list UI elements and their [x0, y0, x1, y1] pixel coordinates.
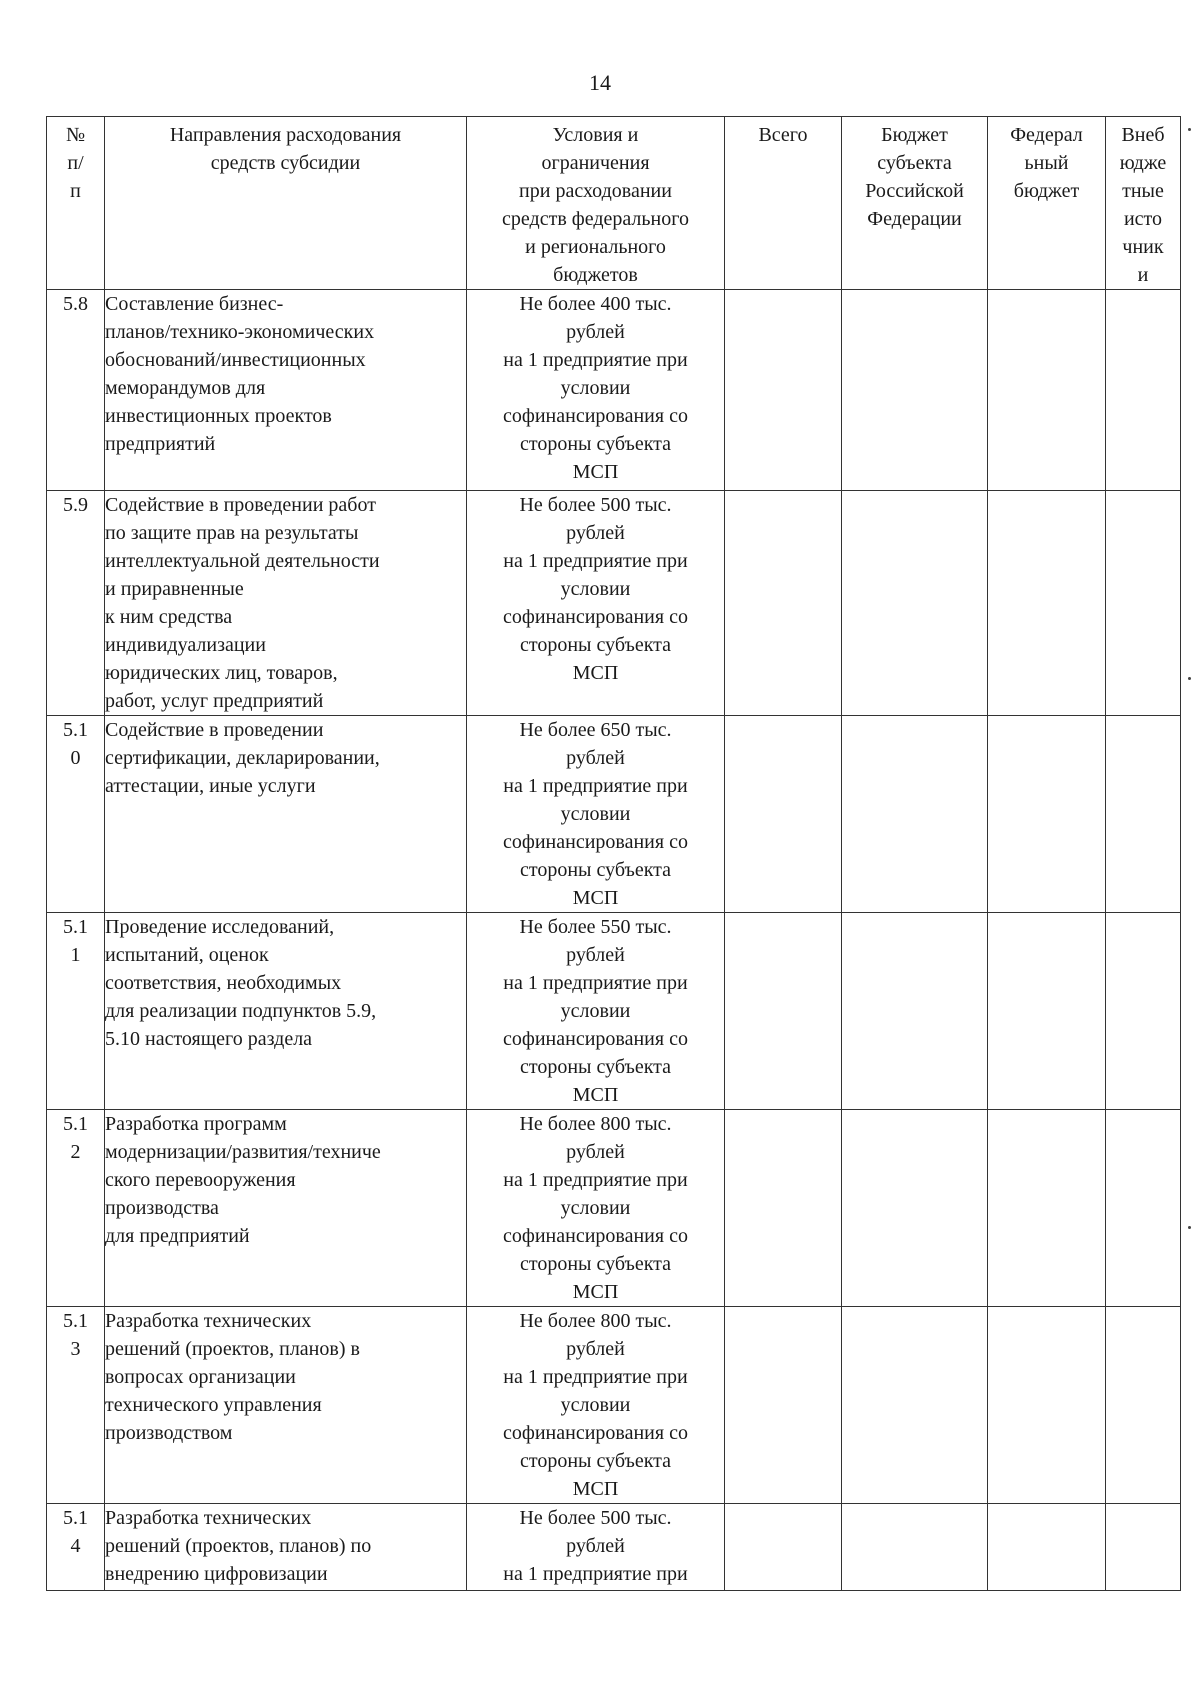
row-direction: Проведение исследований, испытаний, оценок соответствия, необходимых для реализации подпунктов 5.9, 5.10 настоящего раздела	[105, 913, 467, 1110]
row-federal-cell	[988, 1504, 1106, 1591]
header-federal-budget: Федерал ьный бюджет	[988, 117, 1106, 290]
row-conditions: Не более 800 тыс. рублей на 1 предприятие при условии софинансирования со стороны субъекта МСП	[467, 1110, 725, 1307]
row-number: 5.1 3	[47, 1307, 105, 1504]
row-regional-cell	[842, 491, 988, 716]
header-direction: Направления расходования средств субсидии	[105, 117, 467, 290]
row-total-cell	[725, 1504, 842, 1591]
row-direction: Разработка технических решений (проектов, планов) по внедрению цифровизации	[105, 1504, 467, 1591]
row-direction: Разработка технических решений (проектов, планов) в вопросах организации технического управления производством	[105, 1307, 467, 1504]
row-direction: Разработка программ модернизации/развития/техниче ского перевооружения производства для предприятий	[105, 1110, 467, 1307]
row-federal-cell	[988, 290, 1106, 491]
row-number: 5.1 1	[47, 913, 105, 1110]
scan-speck	[1188, 677, 1191, 680]
header-regional-budget: Бюджет субъекта Российской Федерации	[842, 117, 988, 290]
row-total-cell	[725, 1110, 842, 1307]
row-extra-cell	[1106, 716, 1181, 913]
row-direction: Содействие в проведении работ по защите прав на результаты интеллектуальной деятельности и приравненные к ним средства индивидуализации юридических лиц, товаров, работ, услуг предприятий	[105, 491, 467, 716]
row-total-cell	[725, 716, 842, 913]
table-row	[47, 1307, 1181, 1504]
row-total-cell	[725, 491, 842, 716]
row-conditions: Не более 400 тыс. рублей на 1 предприятие при условии софинансирования со стороны субъекта МСП	[467, 290, 725, 491]
row-conditions: Не более 550 тыс. рублей на 1 предприятие при условии софинансирования со стороны субъекта МСП	[467, 913, 725, 1110]
row-conditions: Не более 500 тыс. рублей на 1 предприятие при условии софинансирования со стороны субъекта МСП	[467, 491, 725, 716]
scan-speck	[1188, 1226, 1191, 1229]
row-regional-cell	[842, 1504, 988, 1591]
table-row	[47, 716, 1181, 913]
page-number: 14	[589, 70, 611, 95]
row-regional-cell	[842, 1307, 988, 1504]
row-number: 5.9	[47, 491, 105, 716]
scan-speck	[1188, 128, 1191, 131]
row-federal-cell	[988, 913, 1106, 1110]
table-row	[47, 1504, 1181, 1591]
row-direction: Содействие в проведении сертификации, декларировании, аттестации, иные услуги	[105, 716, 467, 913]
row-number: 5.1 0	[47, 716, 105, 913]
table-row	[47, 913, 1181, 1110]
table-header-row	[47, 117, 1181, 290]
row-total-cell	[725, 1307, 842, 1504]
row-number: 5.1 4	[47, 1504, 105, 1591]
header-extra-budget: Внеб юдже тные исто чник и	[1106, 117, 1181, 290]
row-extra-cell	[1106, 290, 1181, 491]
row-federal-cell	[988, 1307, 1106, 1504]
header-number: № п/ п	[47, 117, 105, 290]
row-federal-cell	[988, 491, 1106, 716]
row-extra-cell	[1106, 913, 1181, 1110]
row-total-cell	[725, 290, 842, 491]
row-total-cell	[725, 913, 842, 1110]
row-extra-cell	[1106, 1110, 1181, 1307]
table-row	[47, 491, 1181, 716]
row-number: 5.8	[47, 290, 105, 491]
row-regional-cell	[842, 716, 988, 913]
row-extra-cell	[1106, 491, 1181, 716]
row-federal-cell	[988, 1110, 1106, 1307]
row-number: 5.1 2	[47, 1110, 105, 1307]
row-conditions: Не более 500 тыс. рублей на 1 предприятие при	[467, 1504, 725, 1591]
table-row	[47, 1110, 1181, 1307]
row-conditions: Не более 800 тыс. рублей на 1 предприятие при условии софинансирования со стороны субъекта МСП	[467, 1307, 725, 1504]
table-row	[47, 290, 1181, 491]
row-extra-cell	[1106, 1504, 1181, 1591]
row-regional-cell	[842, 913, 988, 1110]
header-conditions: Условия и ограничения при расходовании средств федерального и регионального бюджетов	[467, 117, 725, 290]
row-direction: Составление бизнес- планов/технико-экономических обоснований/инвестиционных меморандумов для инвестиционных проектов предприятий	[105, 290, 467, 491]
row-federal-cell	[988, 716, 1106, 913]
subsidy-table	[46, 116, 1181, 1591]
row-regional-cell	[842, 290, 988, 491]
row-regional-cell	[842, 1110, 988, 1307]
row-conditions: Не более 650 тыс. рублей на 1 предприятие при условии софинансирования со стороны субъекта МСП	[467, 716, 725, 913]
header-total: Всего	[725, 117, 842, 290]
row-extra-cell	[1106, 1307, 1181, 1504]
